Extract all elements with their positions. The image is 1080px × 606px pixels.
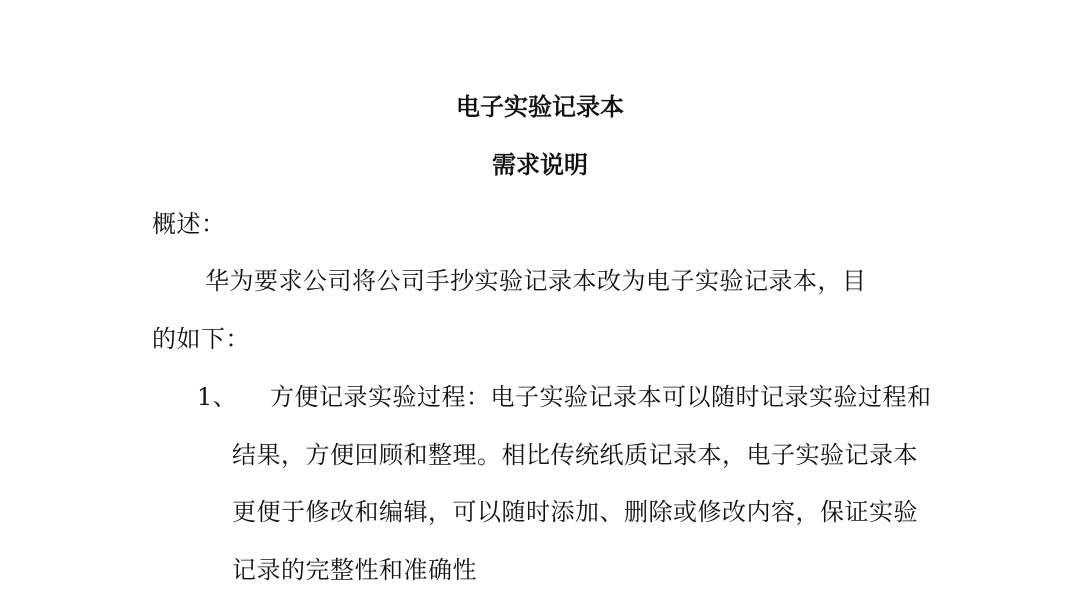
document-subtitle: 需求说明	[492, 150, 588, 179]
list-item-line: 方便记录实验过程：电子实验记录本可以随时记录实验过程和	[270, 383, 932, 411]
intro-paragraph-line: 的如下：	[152, 325, 250, 353]
list-item-line: 结果，方便回顾和整理。相比传统纸质记录本，电子实验记录本	[232, 441, 918, 469]
list-item-line: 记录的完整性和准确性	[232, 556, 477, 584]
document-title: 电子实验记录本	[456, 92, 624, 121]
intro-paragraph-line: 华为要求公司将公司手抄实验记录本改为电子实验记录本，目	[205, 267, 867, 295]
list-item-number: 1、	[197, 383, 238, 411]
overview-label: 概述：	[152, 210, 226, 238]
list-item-line: 更便于修改和编辑，可以随时添加、删除或修改内容，保证实验	[232, 498, 918, 526]
